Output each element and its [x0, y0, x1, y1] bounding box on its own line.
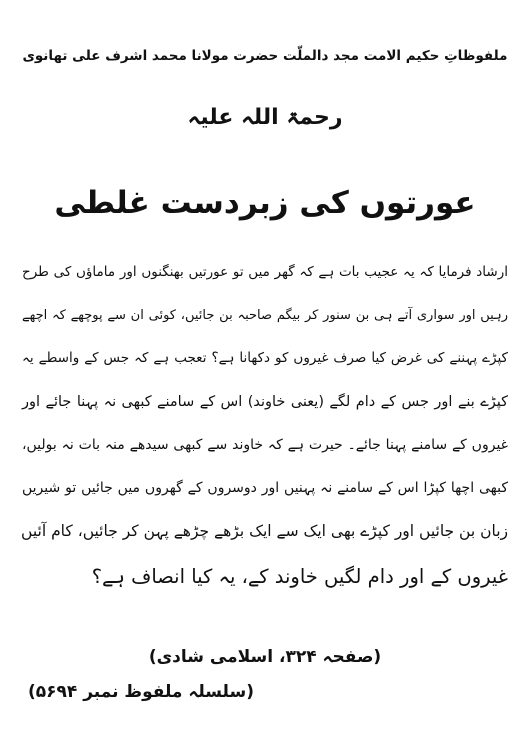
body-line-2: رہیں اور سواری آتے ہی بن سنور کر بیگم صاحبہ بن جائیں، کوئی ان سے پوچھے کہ اچھے [22, 308, 508, 323]
series-reference: (سلسلہ ملفوظ نمبر ۵۶۹۴) [28, 682, 254, 702]
body-line-8: غیروں کے اور دام لگیں خاوند کے، یہ کیا انصاف ہے؟ [91, 565, 508, 588]
body-line-5: غیروں کے سامنے پہنا جائے۔ حیرت ہے کہ خاوند سے کبھی سیدھے منہ بات نہ بولیں، [22, 437, 508, 453]
source-reference: (صفحہ ۳۲۴، اسلامی شادی) [148, 647, 382, 667]
body-line-1: ارشاد فرمایا کہ یہ عجیب بات ہے کہ گھر میں تو عورتیں بھنگنوں اور ماماؤں کی طرح [22, 264, 508, 280]
body-line-4: کپڑے بنے اور جس کے دام لگے (یعنی خاوند) اس کے سامنے کبھی نہ پہنا جائے اور [22, 394, 508, 410]
header-line-2: رحمۃ اللہ علیہ [187, 105, 343, 130]
header-line-1: ملفوظاتِ حکیم الامت مجد دالملّت حضرت مولانا محمد اشرف علی تھانوی [22, 48, 508, 64]
body-line-7: زبان بن جائیں اور کپڑے بھی ایک سے ایک بڑھے چڑھے پہن کر جائیں، کام آئیں [21, 522, 508, 540]
body-line-6: کبھی اچھا کپڑا اس کے سامنے نہ پہنیں اور دوسروں کے گھروں میں جائیں تو شیریں [22, 480, 508, 496]
body-line-3: کپڑے پہننے کی غرض کیا صرف غیروں کو دکھانا ہے؟ تعجب ہے کہ جس کے واسطے یہ [22, 350, 508, 366]
article-title: عورتوں کی زبردست غلطی [54, 185, 476, 221]
